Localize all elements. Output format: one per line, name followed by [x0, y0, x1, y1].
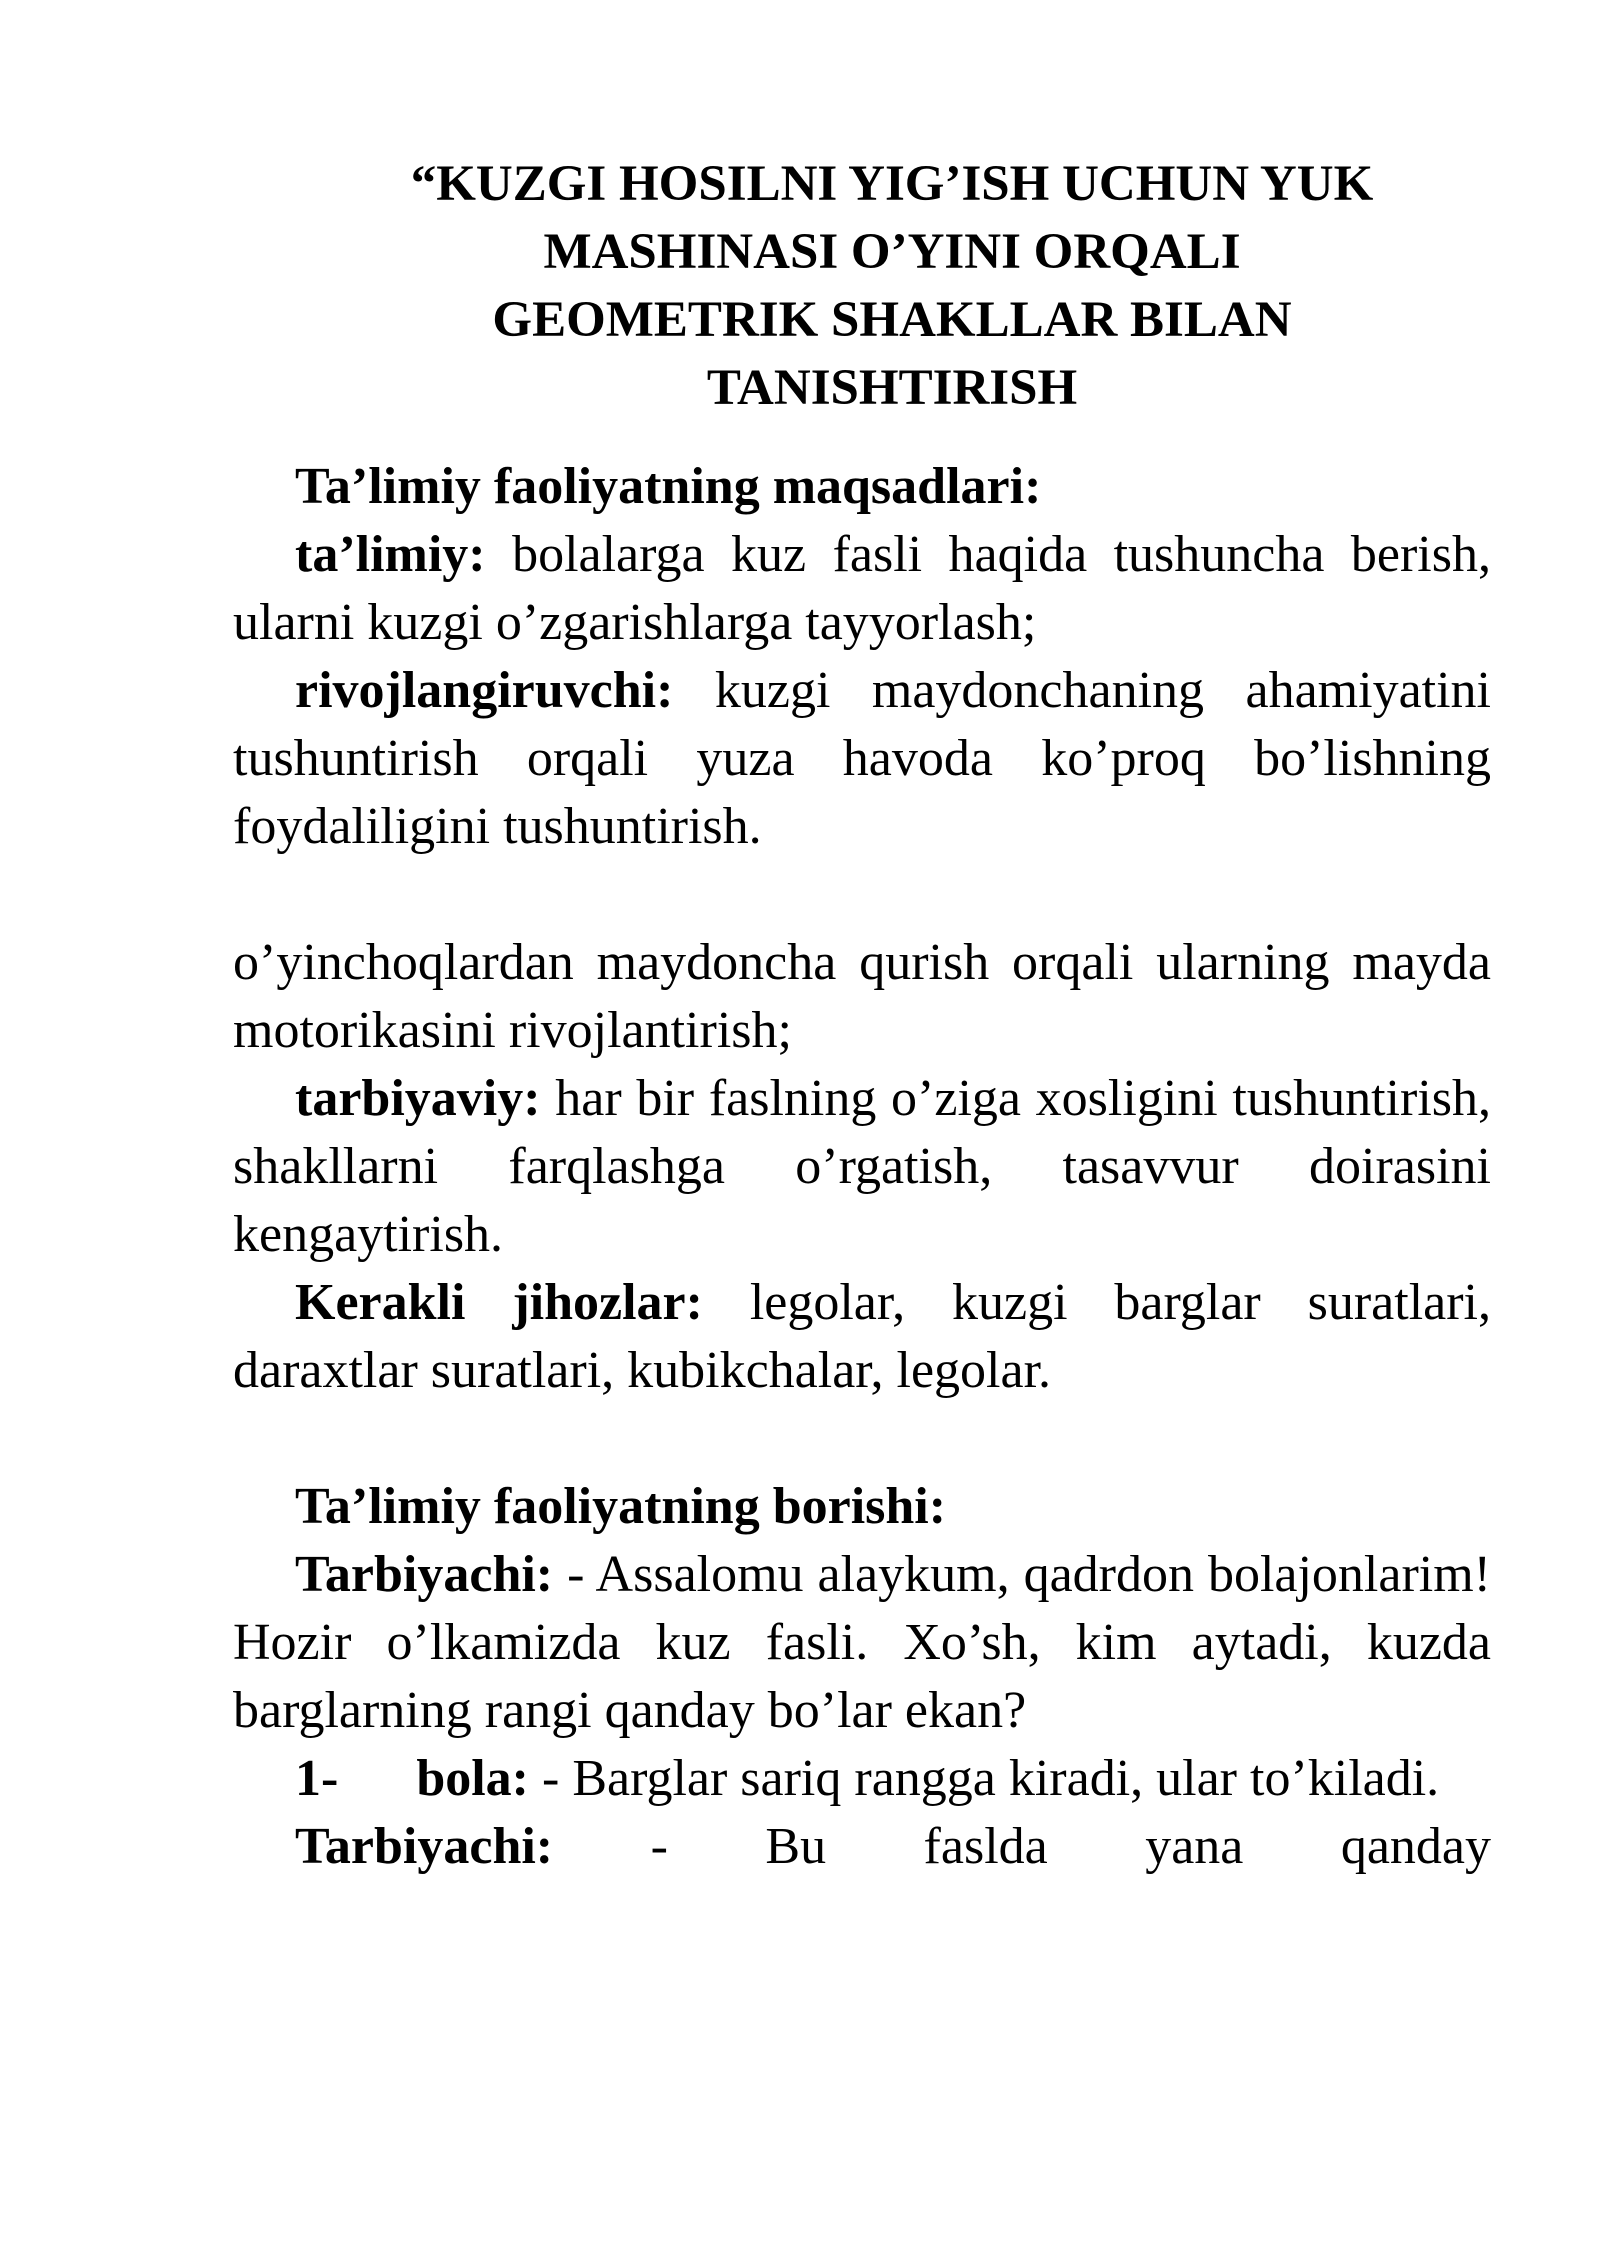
title-line: “KUZGI HOSILNI YIG’ISH UCHUN YUK	[410, 156, 1374, 212]
goal-talimiy	[233, 521, 1491, 657]
dialogue-text: - Bu faslda yana qanday	[553, 1818, 1491, 1875]
equipment-label: Kerakli jihozlar:	[295, 1274, 703, 1331]
document-title	[293, 150, 1491, 422]
goal-rivojlantiruvchi-text: kuzgi maydonchaning ahamiyatini tushuntirish orqali yuza havoda ko’proq bo’lishning foydaliligini tushuntirish.	[233, 662, 1491, 855]
dialogue-line	[233, 1541, 1491, 1745]
goal-rivojlantiruvchi	[233, 657, 1491, 861]
goal-motorika: o’yinchoqlardan maydoncha qurish orqali ularning mayda motorikasini rivojlantirish;	[233, 934, 1491, 1059]
document-body	[233, 150, 1491, 1881]
dialogue-line	[233, 1813, 1491, 1881]
dialogue-speaker: 1- bola:	[295, 1750, 529, 1807]
title-line: MASHINASI O’YINI ORQALI	[543, 224, 1241, 280]
goals-heading: Ta’limiy faoliyatning maqsadlari:	[295, 458, 1042, 515]
goal-talimiy-text: bolalarga kuz fasli haqida tushuncha berish, ularni kuzgi o’zgarishlarga tayyorlash;	[233, 526, 1491, 651]
dialogue-text: - Assalomu alaykum, qadrdon bolajonlarim! Hozir o’lkamizda kuz fasli. Xo’sh, kim aytadi, kuzda barglarning rangi qanday bo’lar ekan?	[233, 1546, 1491, 1739]
goal-talimiy-label: ta’limiy:	[295, 526, 486, 583]
goal-tarbiyaviy-label: tarbiyaviy:	[295, 1070, 541, 1127]
process-heading: Ta’limiy faoliyatning borishi:	[295, 1478, 947, 1535]
goal-rivojlantiruvchi-label: rivojlangiruvchi:	[295, 662, 674, 719]
dialogue-speaker: Tarbiyachi:	[295, 1818, 554, 1875]
equipment-text: legolar, kuzgi barglar suratlari, daraxtlar suratlari, kubikchalar, legolar.	[233, 1274, 1492, 1399]
goal-tarbiyaviy	[233, 1065, 1491, 1269]
goal-tarbiyaviy-text: har bir faslning o’ziga xosligini tushuntirish, shakllarni farqlashga o’rgatish, tasavvur doirasini kengaytirish.	[233, 1070, 1491, 1263]
dialogue-line	[233, 1745, 1491, 1813]
equipment-paragraph	[233, 1269, 1491, 1405]
title-line: GEOMETRIK SHAKLLAR BILAN	[492, 292, 1292, 348]
title-line: TANISHTIRISH	[706, 360, 1078, 416]
dialogue-text: - Barglar sariq rangga kiradi, ular to’kiladi.	[529, 1750, 1440, 1807]
dialogue-speaker: Tarbiyachi:	[295, 1546, 554, 1603]
